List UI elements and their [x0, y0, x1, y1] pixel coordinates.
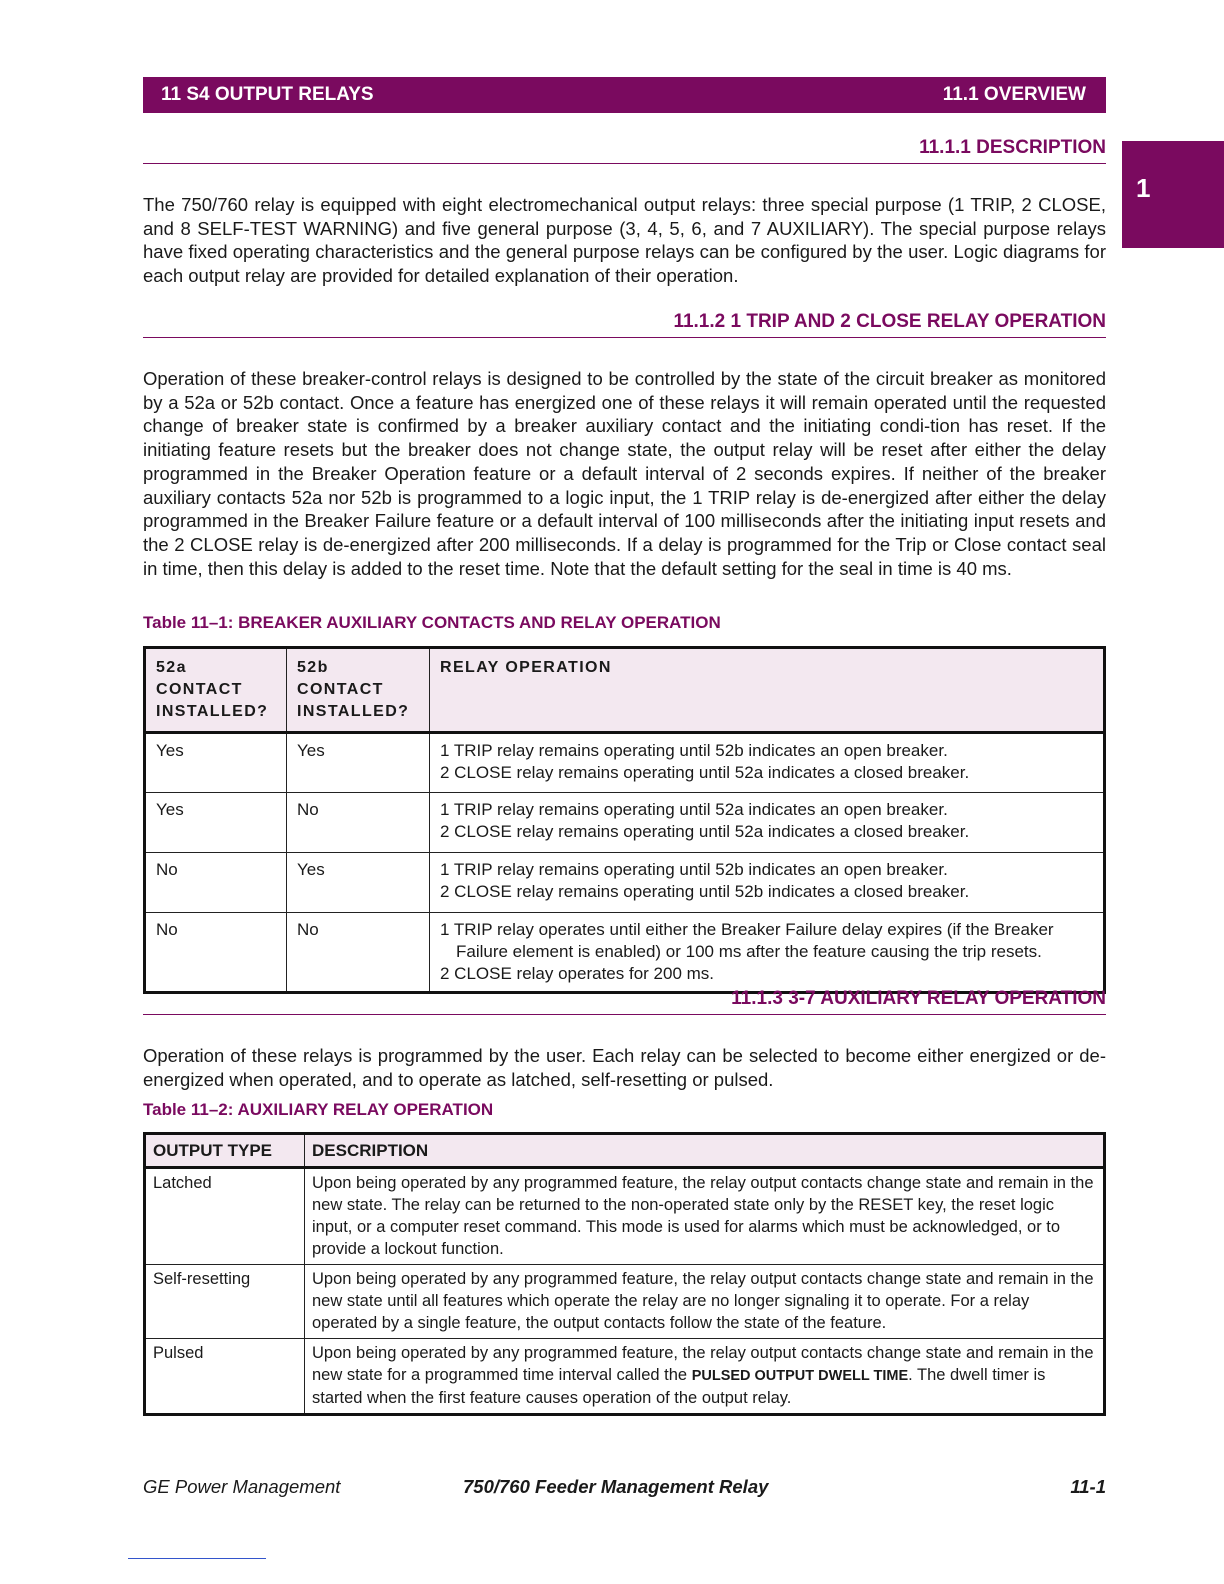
- table1-header-row: [145, 648, 1105, 733]
- cell-52b: Yes: [287, 853, 430, 913]
- chapter-tab-number: 1: [1136, 173, 1151, 203]
- table-row: [145, 1339, 1105, 1415]
- cell-description: [305, 1339, 1105, 1415]
- table2-header-row: [145, 1134, 1105, 1168]
- section-title-trip-close: 11.1.2 1 TRIP AND 2 CLOSE RELAY OPERATION: [143, 311, 1106, 338]
- cell-relay-operation: [430, 913, 1105, 993]
- table-row: [145, 913, 1105, 993]
- relay-operation-line: 1 TRIP relay remains operating until 52a indicates an open breaker.: [440, 800, 948, 819]
- trip-close-paragraph: Operation of these breaker-control relays is designed to be controlled by the state of the circuit breaker as monitored by a 52a or 52b contact. Once a feature has energized one of these relays it will remain operated until the requested change of breaker state is confirmed by a breaker auxiliary contact and the initiating condi-tion has reset. If the initiating feature resets but the breaker does not change state, the output relay will be reset after either the delay programmed in the Breaker Operation feature or a default interval of 2 seconds expires. If neither of the breaker auxiliary contacts 52a nor 52b is programmed to a logic input, the 1 TRIP relay is de-energized after either the delay programmed in the Breaker Failure feature or a default interval of 100 milliseconds after the initiating input resets and the 2 CLOSE relay is de-energized after 200 milliseconds. If a delay is programmed for the Trip or Close contact seal in time, then this delay is added to the reset time. Note that the default setting for the seal in time is 40 ms.: [143, 368, 1106, 579]
- header-section-title: 11.1 OVERVIEW: [942, 84, 1086, 105]
- relay-operation-line: 1 TRIP relay remains operating until 52b indicates an open breaker.: [440, 741, 948, 760]
- cell-relay-operation: [430, 853, 1105, 913]
- section-title-description: 11.1.1 DESCRIPTION: [143, 137, 1106, 164]
- page-header-bar: [143, 77, 1106, 113]
- header-line: RELAY OPERATION: [440, 659, 612, 676]
- table1-header-relay-operation: [430, 648, 1105, 733]
- relay-operation-line: 1 TRIP relay operates until either the Breaker Failure delay expires (if the Breaker: [440, 920, 1054, 939]
- cell-output-type: Self-resetting: [145, 1265, 305, 1339]
- table1-header-52b: [287, 648, 430, 733]
- section-title-auxiliary: 11.1.3 3-7 AUXILIARY RELAY OPERATION: [143, 988, 1106, 1015]
- relay-operation-line: 2 CLOSE relay remains operating until 52a indicates a closed breaker.: [440, 822, 970, 841]
- cell-output-type: Latched: [145, 1168, 305, 1265]
- bottom-divider: [128, 1558, 266, 1559]
- description-text: Upon being operated by any programmed feature, the relay output contacts change state and remain in the new state for a programmed time interval called the: [312, 1344, 1094, 1384]
- table-row: [145, 733, 1105, 793]
- cell-relay-operation: [430, 793, 1105, 853]
- setting-name: PULSED OUTPUT DWELL TIME: [691, 1368, 909, 1384]
- footer-company: GE Power Management: [143, 1476, 341, 1497]
- table2-header-description: DESCRIPTION: [305, 1134, 1105, 1168]
- table1-header-52a: [145, 648, 287, 733]
- table-row: [145, 1168, 1105, 1265]
- header-line: 52a CONTACT: [156, 659, 243, 698]
- auxiliary-paragraph: Operation of these relays is programmed by the user. Each relay can be selected to become either energized or de-energized when operated, and to operate as latched, self-resetting or pulsed.: [143, 1045, 1106, 1090]
- cell-description: Upon being operated by any programmed feature, the relay output contacts change state and remain in the new state. The relay can be returned to the non-operated state only by the RESET key, the reset logic input, or a computer reset command. This mode is used for alarms which must be acknowledged, or to provide a lockout function.: [305, 1168, 1105, 1265]
- relay-operation-line: Failure element is enabled) or 100 ms after the feature causing the trip resets.: [456, 942, 1042, 961]
- cell-52a: No: [145, 853, 287, 913]
- cell-52a: Yes: [145, 733, 287, 793]
- description-paragraph: The 750/760 relay is equipped with eight electromechanical output relays: three special purpose (1 TRIP, 2 CLOSE, and 8 SELF-TEST WARNING) and five general purpose (3, 4, 5, 6, and 7 AUXILIARY). The special purpose relays have fixed operating characteristics and the general purpose relays can be configured by the user. Logic diagrams for each output relay are provided for detailed explanation of their operation.: [143, 194, 1106, 287]
- relay-operation-line: 2 CLOSE relay operates for 200 ms.: [440, 964, 715, 983]
- cell-52b: Yes: [287, 733, 430, 793]
- table-row: [145, 793, 1105, 853]
- cell-52b: No: [287, 913, 430, 993]
- header-line: INSTALLED?: [156, 703, 269, 720]
- cell-description: Upon being operated by any programmed feature, the relay output contacts change state and remain in the new state until all features which operate the relay are no longer signaling it to operate. For a relay operated by a single feature, the output contacts follow the state of the feature.: [305, 1265, 1105, 1339]
- header-line: 52b CONTACT: [297, 659, 384, 698]
- relay-operation-line: 2 CLOSE relay remains operating until 52b indicates a closed breaker.: [440, 882, 970, 901]
- cell-output-type: Pulsed: [145, 1339, 305, 1415]
- chapter-tab: [1122, 141, 1224, 248]
- relay-operation-line: 2 CLOSE relay remains operating until 52a indicates a closed breaker.: [440, 763, 970, 782]
- footer-page-number: 11-1: [1070, 1476, 1106, 1497]
- auxiliary-relay-table: [143, 1132, 1106, 1416]
- footer-manual-title: 750/760 Feeder Management Relay: [463, 1476, 769, 1497]
- header-line: INSTALLED?: [297, 703, 410, 720]
- table2-caption: Table 11–2: AUXILIARY RELAY OPERATION: [143, 1100, 494, 1119]
- relay-operation-line: 1 TRIP relay remains operating until 52b indicates an open breaker.: [440, 860, 948, 879]
- table1-caption: Table 11–1: BREAKER AUXILIARY CONTACTS AND RELAY OPERATION: [143, 613, 721, 632]
- cell-52a: Yes: [145, 793, 287, 853]
- cell-52a: No: [145, 913, 287, 993]
- table-row: [145, 1265, 1105, 1339]
- header-chapter-title: 11 S4 OUTPUT RELAYS: [161, 84, 374, 105]
- table-row: [145, 853, 1105, 913]
- description-text: . The dwell timer is started when the first feature causes operation of the output relay.: [312, 1366, 1046, 1407]
- cell-52b: No: [287, 793, 430, 853]
- cell-relay-operation: [430, 733, 1105, 793]
- breaker-aux-contacts-table: [143, 646, 1106, 994]
- table2-header-output-type: OUTPUT TYPE: [145, 1134, 305, 1168]
